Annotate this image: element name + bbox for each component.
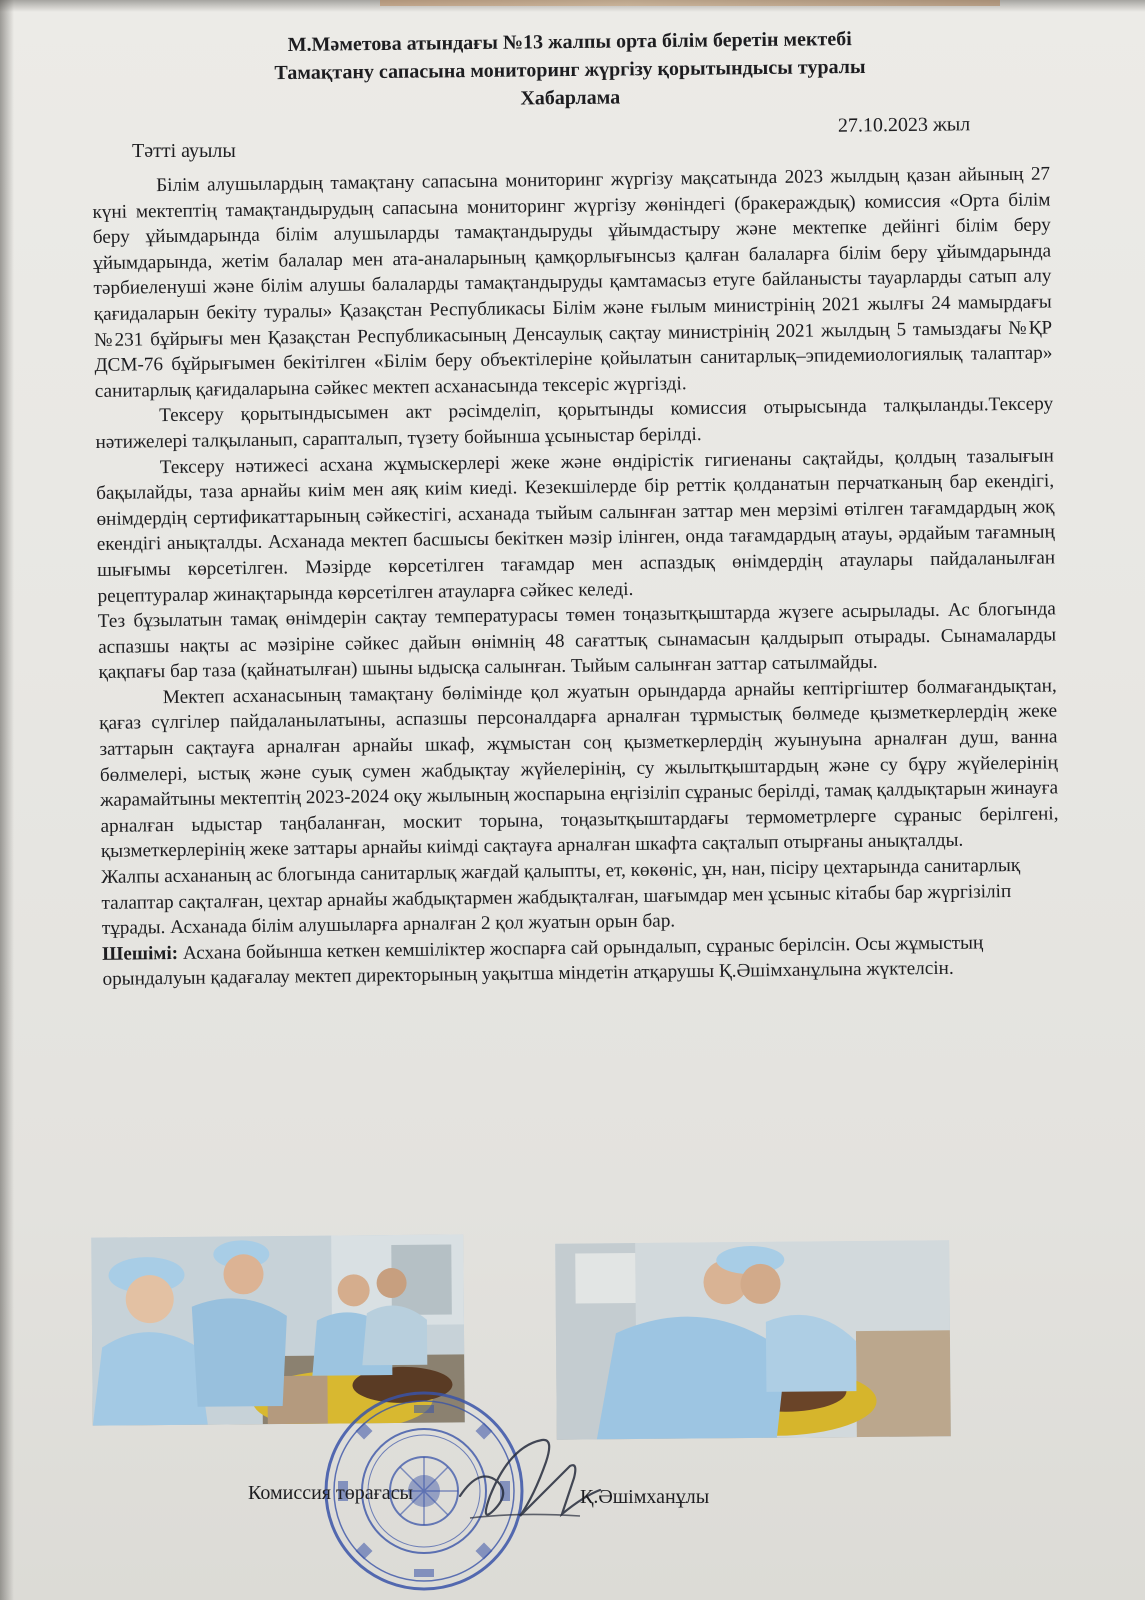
- paragraph-summary: Жалпы асхананың ас блогында санитарлық жағдай қалыпты, ет, көкөніс, ұн, нан, пісіру цехтарында санитарлық талаптар сақталған, цехтар арнайы жабдықтармен жабдықталған, шағымдар мен ұсыныс кітабы бар жүргізіліп тұрады. Асханада білім алушыларға арналған 2 қол жуатын орын бар.: [101, 854, 1021, 940]
- paragraph-storage: Тез бұзылатын тамақ өнімдерін сақтау температурасы төмен тоңазытқыштарда жүзеге асырылады. Ас блогында аспазшы нақты ас мәзіріне сәйкес дайын өнімнің 48 сағаттық сынамасын қалдырып отырады. Сынамаларды қақпағы бар таза (қайнатылған) шыны ыдысқа салынған. Тыйым салынған заттар сатылмайды.: [97, 598, 1057, 684]
- paragraph-results: Тексеру нәтижесі асхана жұмыскерлері жеке және өндірістік гигиенаны сақтайды, қолдың тазалығын бақылайды, таза арнайы киім мен аяқ киім киеді. Кезекшілерде бір реттік қолданатын перчатканың бар екендігі, өнімдердің сертификаттарының сәйкестігі, асханада тыйым салынған заттар мен мерзімі өтілген тағамдардың жоқ екендігі анықталды. Асханада мектеп басшысы бекіткен мәзір ілінген, онда тағамдардың атауы, әрдайым тағамның шығымы көрсетілген. Мәзірде көрсетілген тағамдар мен аспаздық өнімдердің атаулары пайдаланылған рецептуралар жинақтарында көрсетілген атауларға сәйкес келеді.: [96, 444, 1056, 607]
- signature-name: Қ.Әшімханұлы: [580, 1486, 710, 1508]
- header-subject: Тамақтану сапасына мониторинг жүргізу қорытындысы туралы: [274, 55, 866, 85]
- photo-kitchen-staff-right: [555, 1240, 951, 1439]
- photo-right-image: [555, 1240, 951, 1439]
- document-place: Тәтті ауылы: [132, 140, 236, 162]
- decision-text: Асхана бойынша кеткен кемшіліктер жоспарға сай орындалып, сұраныс берілсін. Осы жұмыстың орындалуын қадағалау мектеп директорының уақытша міндетін атқарушы Қ.Әшімханұлына жүктелсін.: [102, 932, 984, 991]
- background-edge-strip: [380, 0, 1000, 6]
- paragraph-deficiencies: Мектеп асханасының тамақтану бөлімінде қол жуатын орындарда арнайы кептіргіштер болмағандықтан, қағаз сүлгілер пайдаланылатыны, аспазшы персоналдарға арналған тұрмыстық бөлмеде қызметкерлердің жеке заттарын сақтауға арналған арнайы шкаф, жұмыстан соң қызметкерлердің жуынуына арналған душ, ванна бөлмелері, ыстық және суық сумен жабдықтау жүйелерінің, су жылытқыштардың және су бұру жүйелерінің жарамайтыны мектептің 2023-2024 оқу жылының жоспарына еңгізіліп сұраныс берілді, тамақ қалдықтарын жинауға арналған ыдыстар таңбаланған, москит торына, тоңазытқыштардағы термометрлерге сұраныс берілгені, қызметкерлерінің жеке заттары арнайы киімді сақтауға арналған шкафта сақталып отырғаны анықталды.: [99, 675, 1059, 863]
- paragraph-act: Тексеру қорытындысымен акт рәсімделіп, қорытынды комиссия отырысында талқыланды.Тексеру нәтижелері талқыланып, сарапталып, түзету бойынша ұсыныстар берілді.: [95, 393, 1054, 453]
- handwritten-signature: [450, 1426, 610, 1536]
- document-date: 27.10.2023 жыл: [837, 113, 971, 137]
- decision-label: Шешімі:: [102, 942, 179, 965]
- header-school-name: М.Мәметова атындағы №13 жалпы орта білім беретін мектебі: [287, 28, 852, 56]
- document-body: [92, 161, 1061, 992]
- header-doc-type: Хабарлама: [520, 86, 621, 110]
- signature-role: Комиссия төрағасы: [248, 1482, 413, 1504]
- page-shadow-left: [0, 0, 14, 1600]
- document-header: [150, 24, 991, 117]
- paragraph-intro: Білім алушылардың тамақтану сапасына мониторинг жүргізу мақсатында 2023 жылдың қазан айының 27 күні мектептің тамақтандырудың сапасына мониторинг жүргізу жөніндегі (бракераждық) комиссия «Орта білім беру ұйымдарында білім алушыларды тамақтандыруды ұйымдастыру және мектепке дейінгі білім беру ұйымдарында, жетім балалар мен ата-аналарының қамқорлығынсыз қалған балаларға білім беру ұйымдарында тәрбиеленуші және білім алушы балаларды тамақтандыруды қамтамасыз етуге байланысты тауарларды сатып алу қағидаларын бекіту туралы» Қазақстан Республикасы Білім және ғылым министрінің 2021 жылғы 24 мамырдағы №231 бұйрығы мен Қазақстан Республикасының Денсаулық сақтау министрінің 2021 жылдың 5 тамыздағы №ҚР ДСМ-76 бұйрығымен бекітілген «Білім беру объектілеріне қойылатын санитарлық–эпидемиологиялық талаптар» санитарлық қағидаларына сәйкес мектеп асханасында тексеріс жүргізді.: [92, 163, 1053, 402]
